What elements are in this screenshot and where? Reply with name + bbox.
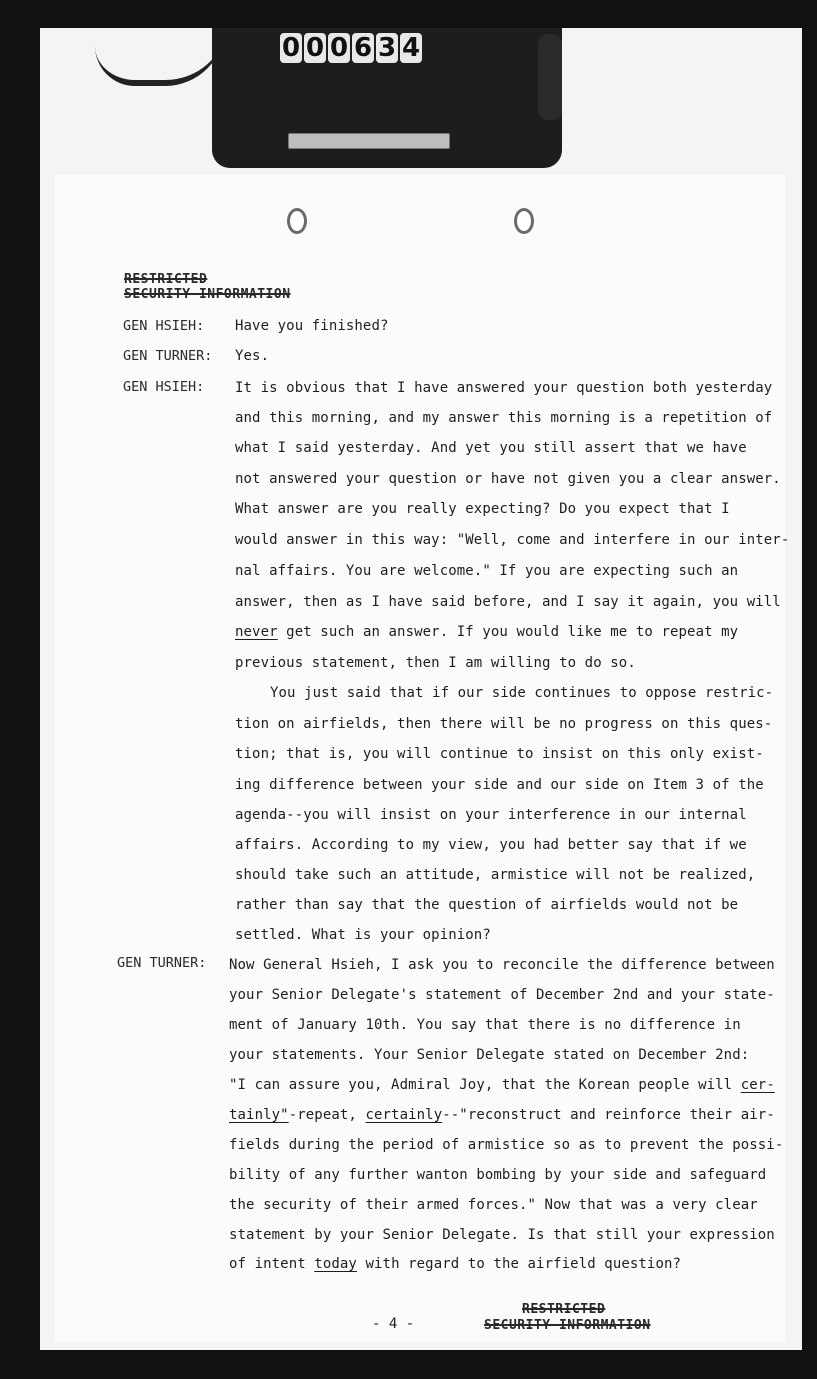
- text-line: not answered your question or have not given you a clear answer.: [235, 471, 781, 487]
- text-span: of intent: [229, 1256, 315, 1272]
- punch-hole: [514, 208, 534, 234]
- text-span: with regard to the airfield question?: [356, 1256, 682, 1272]
- speaker-label: GEN HSIEH:: [123, 318, 205, 334]
- text-line: Have you finished?: [235, 318, 389, 334]
- text-line: Yes.: [235, 348, 270, 364]
- underlined-word: tainly": [229, 1107, 289, 1123]
- text-line: [229, 1077, 775, 1093]
- text-span: "I can assure you, Admiral Joy, that the Korean people will: [229, 1077, 741, 1093]
- counter-digit: 0: [305, 33, 325, 63]
- frame-counter: [280, 33, 422, 63]
- text-line: It is obvious that I have answered your question both yesterday: [235, 380, 773, 396]
- speaker-label: GEN TURNER:: [117, 955, 207, 971]
- header-classification-line1: RESTRICTED: [124, 272, 208, 287]
- text-line: should take such an attitude, armistice will not be realized,: [235, 867, 756, 883]
- text-line: answer, then as I have said before, and I say it again, you will: [235, 594, 781, 610]
- text-line: affairs. According to my view, you had better say that if we: [235, 837, 747, 853]
- text-line: would answer in this way: "Well, come and interfere in our inter-: [235, 532, 790, 548]
- text-line: your Senior Delegate's statement of December 2nd and your state-: [229, 987, 775, 1003]
- underlined-word: certainly: [365, 1107, 443, 1123]
- footer-classification-line2: SECURITY INFORMATION: [484, 1318, 651, 1333]
- underlined-word: today: [314, 1256, 357, 1272]
- footer-classification-line1: RESTRICTED: [522, 1302, 606, 1317]
- text-line: settled. What is your opinion?: [235, 927, 491, 943]
- speaker-label: GEN TURNER:: [123, 348, 213, 364]
- text-line: agenda--you will insist on your interference in our internal: [235, 807, 747, 823]
- header-classification-line2: SECURITY INFORMATION: [124, 287, 291, 302]
- text-line: previous statement, then I am willing to do so.: [235, 655, 636, 671]
- text-line: statement by your Senior Delegate. Is that still your expression: [229, 1227, 775, 1243]
- counter-digit: 0: [281, 33, 301, 63]
- text-span: --"reconstruct and reinforce their air-: [442, 1107, 775, 1123]
- text-line: Now General Hsieh, I ask you to reconcile the difference between: [229, 957, 775, 973]
- text-line: tion on airfields, then there will be no progress on this ques-: [235, 716, 773, 732]
- text-line: tion; that is, you will continue to insist on this only exist-: [235, 746, 764, 762]
- text-line: the security of their armed forces." Now that was a very clear: [229, 1197, 758, 1213]
- text-line: nal affairs. You are welcome." If you are expecting such an: [235, 563, 739, 579]
- text-line: and this morning, and my answer this morning is a repetition of: [235, 410, 773, 426]
- counter-plate: [288, 133, 450, 149]
- counter-digit: 6: [353, 33, 373, 63]
- text-line: [229, 1256, 681, 1272]
- counter-digit: 4: [401, 33, 421, 63]
- text-line: what I said yesterday. And yet you still assert that we have: [235, 440, 747, 456]
- counter-knob: [538, 34, 562, 120]
- text-line: ment of January 10th. You say that there is no difference in: [229, 1017, 741, 1033]
- text-line: You just said that if our side continues to oppose restric-: [270, 685, 774, 701]
- text-line: [235, 624, 738, 640]
- speaker-label: GEN HSIEH:: [123, 379, 205, 395]
- text-span: get such an answer. If you would like me to repeat my: [277, 624, 739, 640]
- text-line: rather than say that the question of airfields would not be: [235, 897, 739, 913]
- text-line: [229, 1107, 775, 1123]
- page-number: - 4 -: [372, 1316, 415, 1332]
- text-line: ing difference between your side and our side on Item 3 of the: [235, 777, 764, 793]
- underlined-word: never: [235, 624, 278, 640]
- punch-hole: [287, 208, 307, 234]
- underlined-word: cer-: [740, 1077, 775, 1093]
- text-line: bility of any further wanton bombing by your side and safeguard: [229, 1167, 767, 1183]
- counter-digit: 3: [377, 33, 397, 63]
- text-line: What answer are you really expecting? Do you expect that I: [235, 501, 730, 517]
- text-line: fields during the period of armistice so as to prevent the possi-: [229, 1137, 784, 1153]
- counter-digit: 0: [329, 33, 349, 63]
- text-line: your statements. Your Senior Delegate stated on December 2nd:: [229, 1047, 750, 1063]
- text-span: -repeat,: [288, 1107, 366, 1123]
